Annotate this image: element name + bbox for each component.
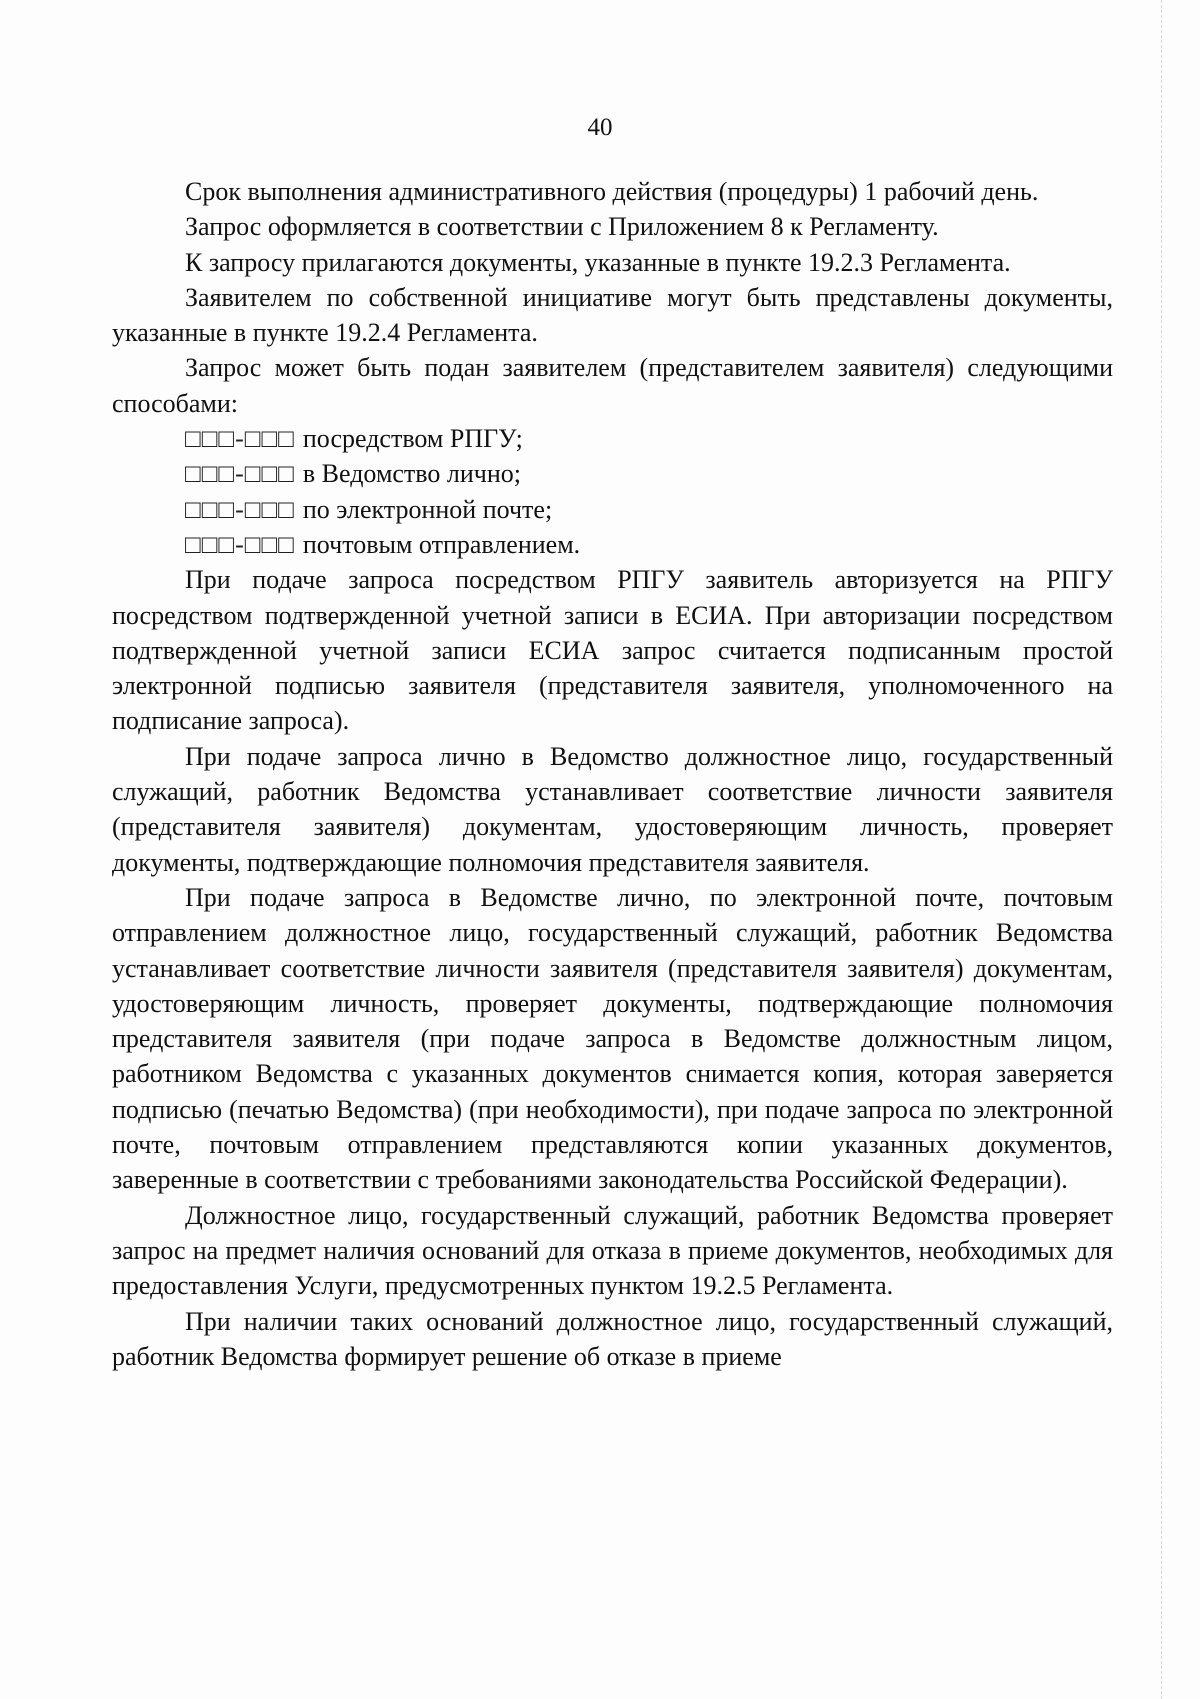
list-item-label: почтовым отправлением. [302, 529, 581, 559]
paragraph-own-initiative: Заявителем по собственной инициативе могут быть представлены документы, указанные в пункте 19.2.4 Регламента. [112, 282, 1113, 348]
list-marker: □□□-□□□ [185, 494, 295, 524]
paragraph-attached-docs: К запросу прилагаются документы, указанные в пункте 19.2.3 Регламента. [185, 247, 1011, 277]
list-item-rpgu [112, 421, 1113, 456]
list-marker: □□□-□□□ [185, 459, 295, 489]
list-marker: □□□-□□□ [185, 529, 295, 559]
list-item-label: по электронной почте; [302, 494, 553, 524]
paragraph-check-grounds: Должностное лицо, государственный служащий, работник Ведомства проверяет запрос на предмет наличия оснований для отказа в приеме документов, необходимых для предоставления Услуги, предусмотренных пунктом 19.2.5 Регламента. [112, 1200, 1113, 1301]
paragraph-deadline: Срок выполнения административного действия (процедуры) 1 рабочий день. [185, 177, 1039, 206]
document-body [112, 174, 1113, 1374]
paragraph-request-form: Запрос оформляется в соответствии с Приложением 8 к Регламенту. [185, 212, 939, 242]
paragraph-submission-methods: Запрос может быть подан заявителем (представителем заявителя) следующими способами: [112, 353, 1113, 418]
list-marker: □□□-□□□ [185, 424, 295, 454]
paragraph-rpgu-auth: При подаче запроса посредством РПГУ заявитель авторизуется на РПГУ посредством подтвержденной учетной записи в ЕСИА. При авторизации посредством подтвержденной учетной записи ЕСИА запрос считается подписанным простой электронной подписью заявителя (представителя заявителя, уполномоченного на подписание запроса). [112, 565, 1113, 736]
list-item-post [112, 527, 1113, 562]
paragraph-in-person-email-post: При подаче запроса в Ведомстве лично, по электронной почте, почтовым отправлением должностное лицо, государственный служащий, работник Ведомства устанавливает соответствие личности заявителя (представителя заявителя) документам, удостоверяющим личность, проверяет документы, подтверждающие полномочия представителя заявителя (при подаче запроса в Ведомстве должностным лицом, работником Ведомства с указанных документов снимается копия, которая заверяется подписью (печатью Ведомства) (при необходимости), при подаче запроса по электронной почте, почтовым отправлением представляются копии указанных документов, заверенные в соответствии с требованиями законодательства Российской Федерации). [112, 882, 1113, 1195]
paragraph-refusal: При наличии таких оснований должностное лицо, государственный служащий, работник Ведомства формирует решение об отказе в приеме [112, 1306, 1113, 1371]
list-item-email [112, 492, 1113, 527]
paragraph-in-person: При подаче запроса лично в Ведомство должностное лицо, государственный служащий, работник Ведомства устанавливает соответствие личности заявителя (представителя заявителя) документам, удостоверяющим личность, проверяет документы, подтверждающие полномочия представителя заявителя. [112, 741, 1113, 877]
list-item-label: в Ведомство лично; [302, 459, 521, 489]
list-item-label: посредством РПГУ; [302, 424, 523, 454]
page-number: 40 [587, 114, 613, 141]
list-item-in-person [112, 456, 1113, 491]
scan-edge-line [1161, 0, 1162, 1699]
